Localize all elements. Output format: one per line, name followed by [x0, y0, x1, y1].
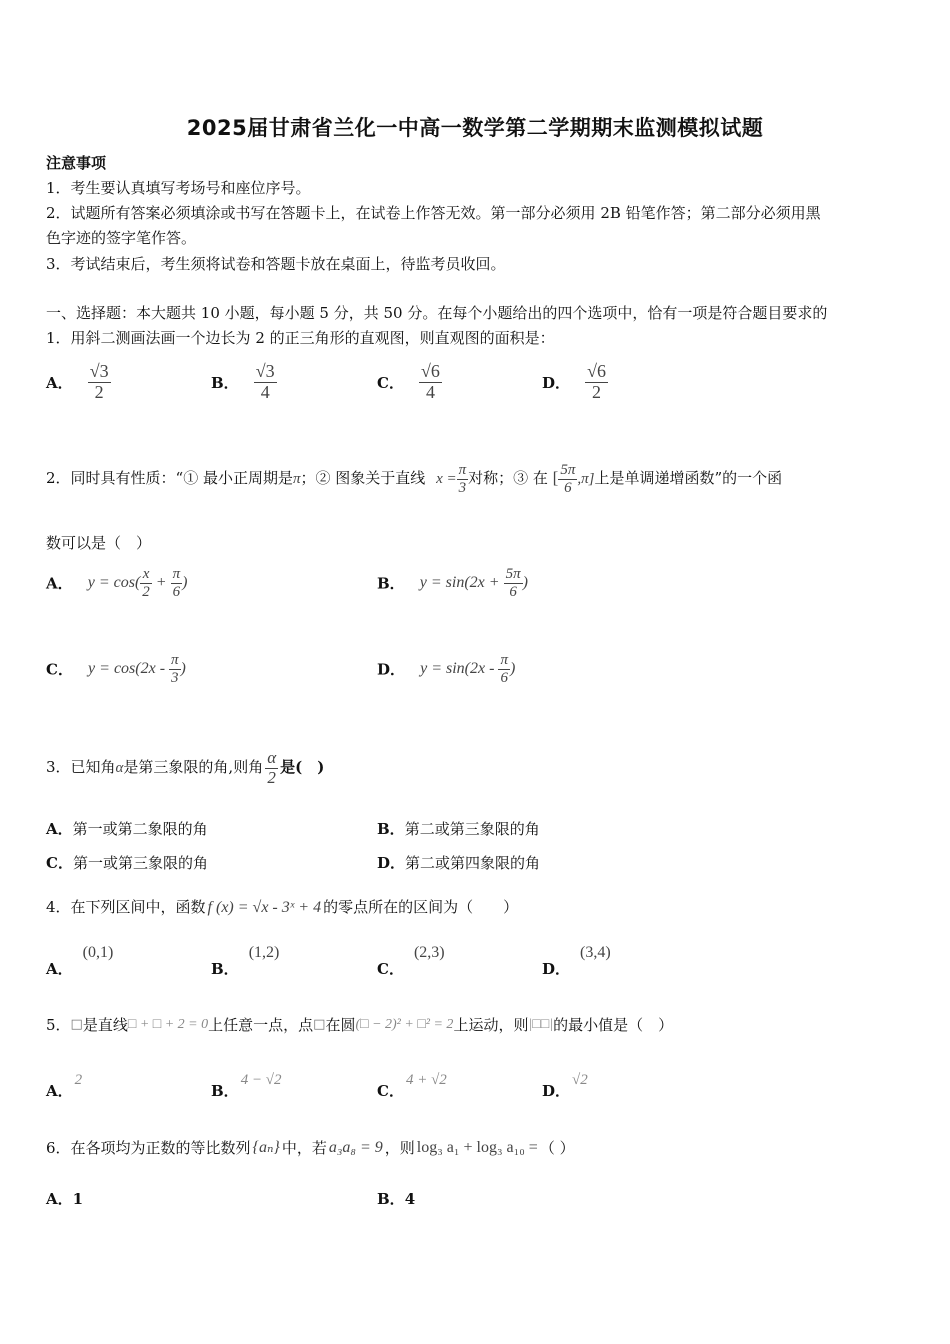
q4-option-d: D．(3,4): [542, 944, 611, 978]
q5-option-d: D．√2: [542, 1072, 588, 1100]
q3-option-c: C．第一或第三象限的角: [46, 854, 208, 872]
q3-option-a: A．第一或第二象限的角: [46, 820, 208, 838]
q1-option-d: D． $\frac{√6}{2}$: [542, 361, 606, 402]
question-5-text: 5．□是直线□ + □ + 2 = 0上任意一点，点□在圆(□ − 2)² + □² = 2上运动，则|□□|的最小值是（ ）: [46, 1016, 674, 1034]
question-1-text: 1．用斜二测画法画一个边长为 2 的正三角形的直观图，则直观图的面积是：: [46, 329, 555, 347]
notice-item: 1．考生要认真填写考场号和座位序号。: [46, 179, 311, 197]
question-4-text: 4．在下列区间中，函数 f (x) = √x - 3ˣ + 4 的零点所在的区间为（ ）: [46, 898, 519, 916]
q2-option-c: C． y = cos(2x - $\frac{\pi}{3}$ ): [46, 652, 186, 686]
q4-option-b: B．(1,2): [211, 944, 280, 978]
q1-option-b: B． $\frac{√3}{4}$: [211, 361, 275, 402]
question-2-text-cont: 数可以是（ ）: [46, 534, 152, 552]
q2-option-b: B． y = sin(2x + $\frac{5\pi}{6}$ ): [377, 566, 528, 600]
q5-option-a: A．2: [46, 1072, 83, 1100]
q5-option-c: C．4 + √2: [377, 1072, 447, 1100]
notice-item: 色字迹的签字笔作答。: [46, 229, 197, 247]
q1-option-c: C． $\frac{√6}{4}$: [377, 361, 440, 402]
q6-option-a: A．1: [46, 1190, 84, 1208]
question-2-text: 2．同时具有性质：“① 最小正周期是π；② 图象关于直线 x = $\frac{\pi}{3}$ 对称；③ 在 [ $\frac{5\pi}{6}$ ,π]上是单调递增函数”的一个函: [46, 462, 783, 496]
q5-option-b: B．4 − √2: [211, 1072, 282, 1100]
q4-option-c: C．(2,3): [377, 944, 445, 978]
question-3-text: 3．已知角α是第三象限的角,则角 $\frac{\alpha}{2}$ 是( ): [46, 747, 325, 787]
notice-item: 2．试题所有答案必须填涂或书写在答题卡上，在试卷上作答无效。第一部分必须用 2B 铅笔作答；第二部分必须用黑: [46, 204, 821, 222]
q3-option-d: D．第二或第四象限的角: [377, 854, 541, 872]
q6-option-b: B．4: [377, 1190, 416, 1208]
q4-option-a: A．(0,1): [46, 944, 114, 978]
section-heading: 一、选择题：本大题共 10 小题，每小题 5 分，共 50 分。在每个小题给出的四个选项中，恰有一项是符合题目要求的: [46, 304, 828, 322]
q2-option-d: D． y = sin(2x - $\frac{\pi}{6}$ ): [377, 652, 516, 686]
page-title: 2025届甘肃省兰化一中高一数学第二学期期末监测模拟试题: [186, 116, 764, 140]
q1-option-a: A． $\frac{√3}{2}$: [46, 361, 109, 402]
notice-item: 3．考试结束后，考生须将试卷和答题卡放在桌面上，待监考员收回。: [46, 255, 506, 273]
q2-option-a: A． y = cos( $\frac{x}{2}$ + $\frac{\pi}{6}$ ): [46, 566, 188, 600]
notice-heading: 注意事项: [46, 154, 107, 172]
q3-option-b: B．第二或第三象限的角: [377, 820, 540, 838]
question-6-text: 6．在各项均为正数的等比数列 {aₙ} 中，若 a₃a₈ = 9 ，则 log₃ a₁ + log₃ a₁₀ = （ ）: [46, 1139, 575, 1157]
